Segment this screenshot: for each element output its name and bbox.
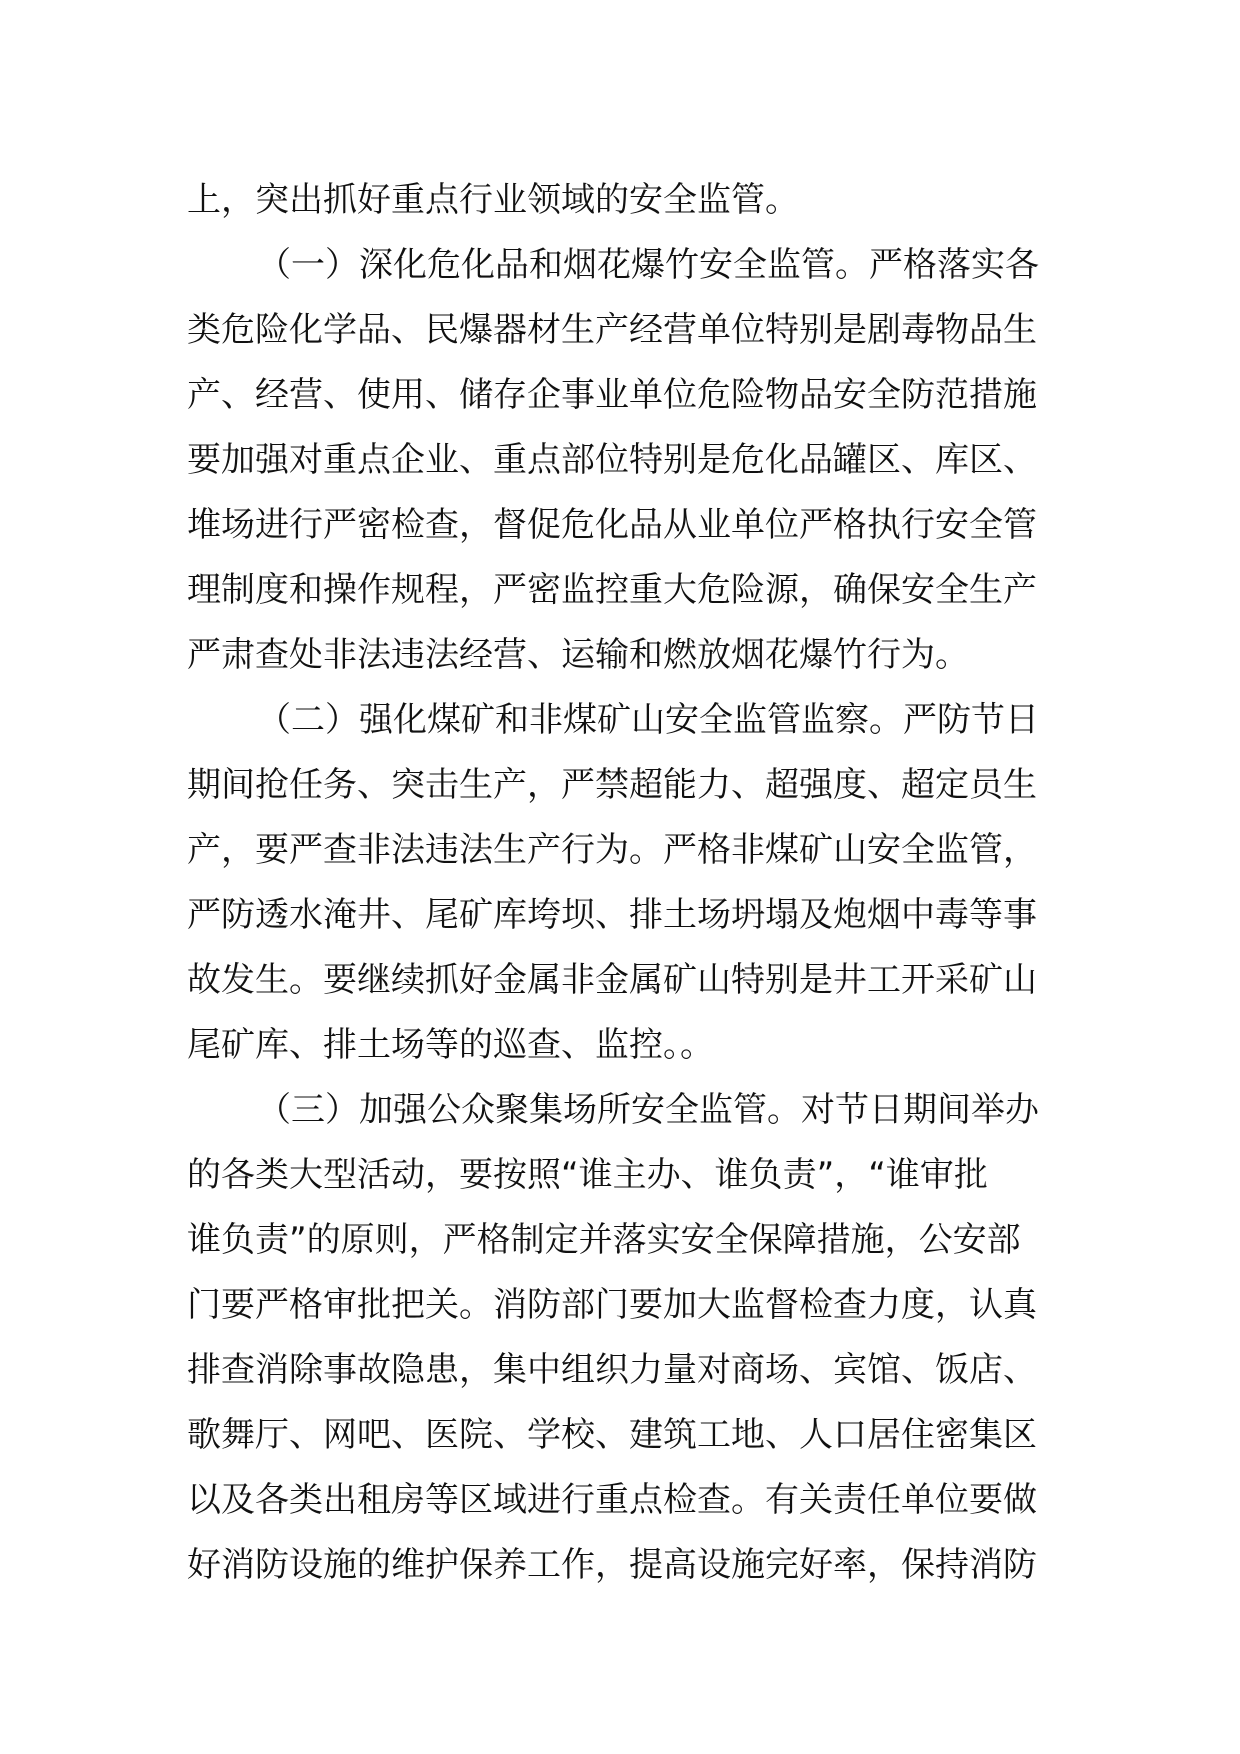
text-line: 类危险化学品、民爆器材生产经营单位特别是剧毒物品生 xyxy=(187,310,1037,350)
text-line: 严防透水淹井、尾矿库垮坝、排土场坍塌及炮烟中毒等事 xyxy=(187,895,1037,935)
text-line: 期间抢任务、突击生产，严禁超能力、超强度、超定员生 xyxy=(187,765,1037,805)
text-line: 故发生。要继续抓好金属非金属矿山特别是井工开采矿山 xyxy=(187,960,1037,1000)
text-line: 门要严格审批把关。消防部门要加大监督检查力度，认真 xyxy=(187,1285,1037,1325)
text-line: 堆场进行严密检查，督促危化品从业单位严格执行安全管 xyxy=(187,505,1037,545)
text-line: 谁负责”的原则，严格制定并落实安全保障措施，公安部 xyxy=(187,1220,1021,1260)
text-line: 产、经营、使用、储存企事业单位危险物品安全防范措施 xyxy=(187,375,1037,415)
text-line: 要加强对重点企业、重点部位特别是危化品罐区、库区、 xyxy=(187,440,1037,480)
text-line: 以及各类出租房等区域进行重点检查。有关责任单位要做 xyxy=(187,1480,1037,1520)
text-line: 好消防设施的维护保养工作，提高设施完好率，保持消防 xyxy=(187,1545,1037,1585)
text-line: 理制度和操作规程，严密监控重大危险源，确保安全生产 xyxy=(187,570,1037,610)
text-line: 的各类大型活动，要按照“谁主办、谁负责”，“谁审批 xyxy=(187,1155,988,1195)
section-heading-3: （三）加强公众聚集场所安全监管。对节日期间举办 xyxy=(257,1090,1039,1130)
text-line: 排查消除事故隐患，集中组织力量对商场、宾馆、饭店、 xyxy=(187,1350,1037,1390)
text-line: 严肃查处非法违法经营、运输和燃放烟花爆竹行为。 xyxy=(187,635,969,675)
text-line: 尾矿库、排土场等的巡查、监控。。 xyxy=(187,1025,714,1065)
section-heading-1: （一）深化危化品和烟花爆竹安全监管。严格落实各 xyxy=(257,245,1039,285)
section-heading-2: （二）强化煤矿和非煤矿山安全监管监察。严防节日 xyxy=(257,700,1039,740)
text-line: 产，要严查非法违法生产行为。严格非煤矿山安全监管， xyxy=(187,830,1037,870)
text-line: 歌舞厅、网吧、医院、学校、建筑工地、人口居住密集区 xyxy=(187,1415,1037,1455)
body-text xyxy=(187,168,1057,1598)
text-line: 上，突出抓好重点行业领域的安全监管。 xyxy=(187,180,799,220)
